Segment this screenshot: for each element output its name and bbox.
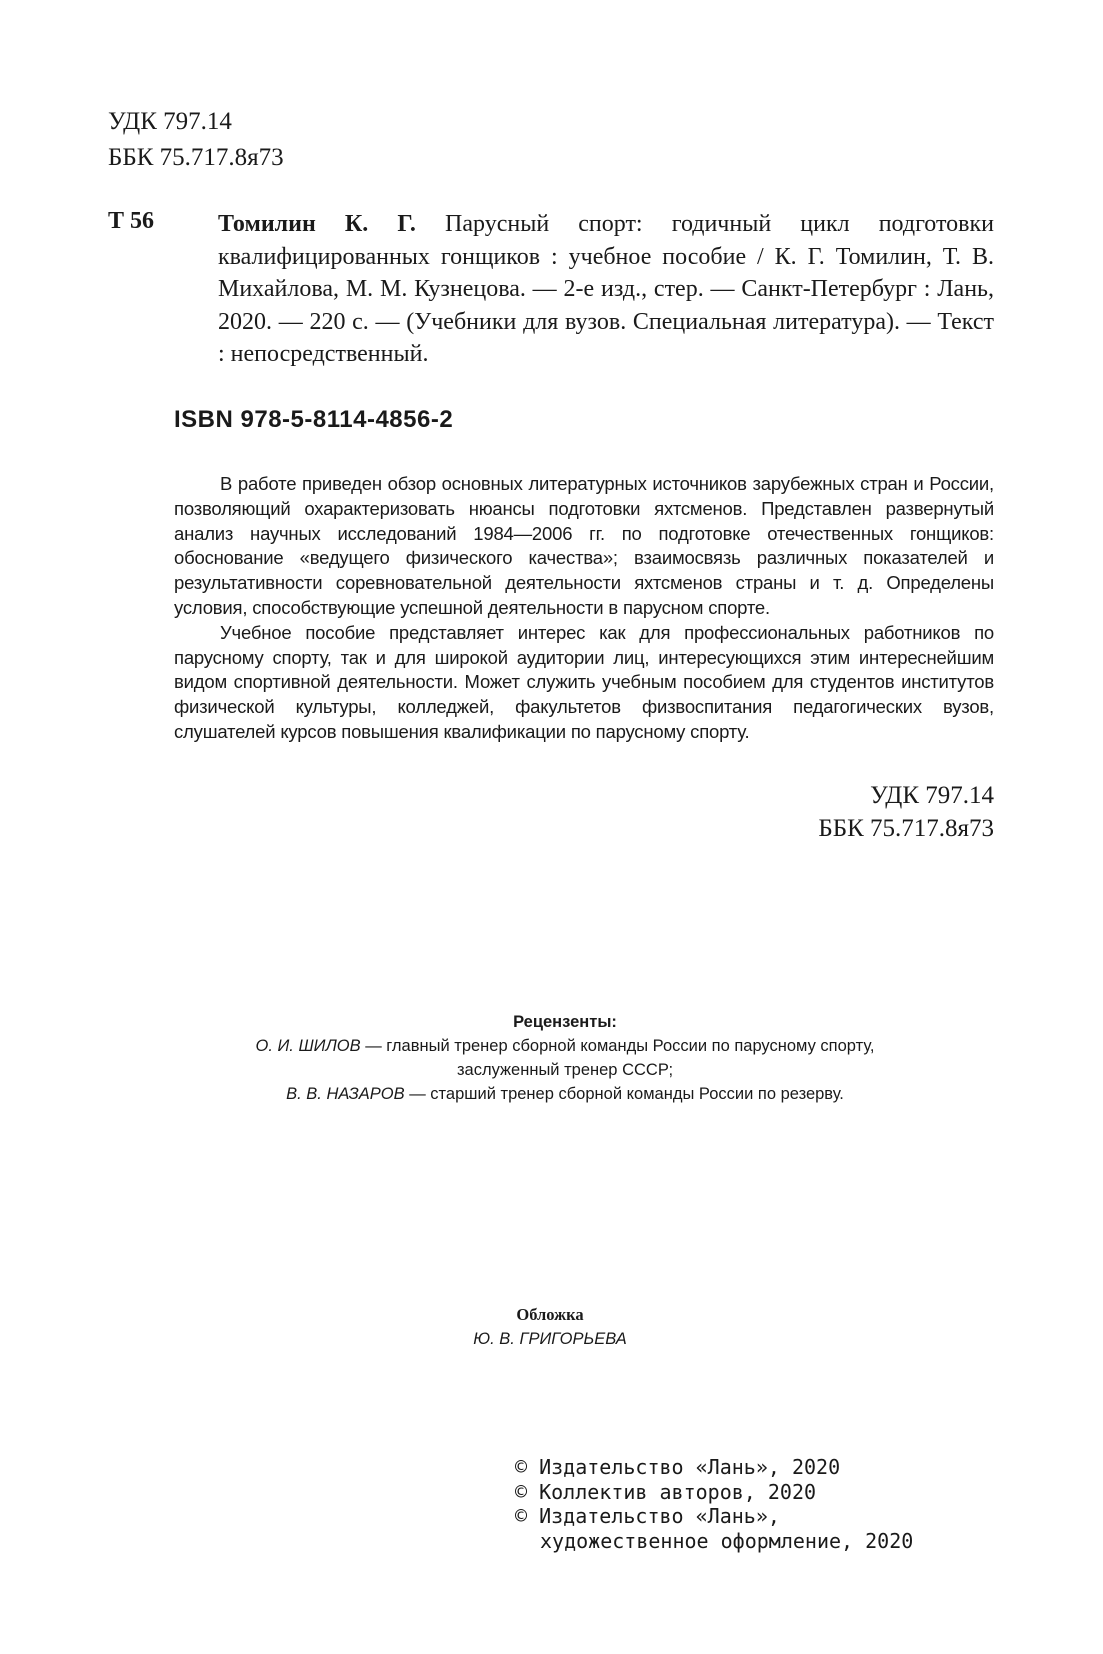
bbk-code: ББК 75.717.8я73 (818, 815, 994, 842)
copyright-line-continuation: художественное оформление, 2020 (540, 1528, 914, 1553)
abstract-paragraph: В работе приведен обзор основных литературных источников зарубежных стран и России, позволяющий охарактеризовать нюансы подготовки яхтсменов. Представлен развернутый анализ научных исследований 1984—2006 гг. по подготовке отечественных гонщиков: обоснование «ведущего физического качества»; взаимосвязь различных показателей и результативности соревновательной деятельности яхтсменов страны и т. д. Определены условия, способствующие успешной деятельности в парусном спорте. (174, 473, 994, 618)
cover-credit (350, 1302, 750, 1352)
isbn: ISBN 978-5-8114-4856-2 (174, 406, 454, 433)
reviewer-role-continuation: заслуженный тренер СССР; (456, 1061, 674, 1079)
cover-designer-name: Ю. В. ГРИГОРЬЕВА (473, 1330, 627, 1348)
reviewers-block (150, 1010, 980, 1106)
udk-code: УДК 797.14 (108, 108, 232, 135)
copyright-line: © Коллектив авторов, 2020 (515, 1479, 817, 1504)
copyright-line: © Издательство «Лань», 2020 (515, 1455, 841, 1479)
abstract (174, 472, 994, 745)
reviewer-line (150, 1034, 980, 1058)
author-sign: Т 56 (108, 208, 155, 234)
reviewer-role: — старший тренер сборной команды России по резерву. (404, 1085, 844, 1103)
copyright-block (515, 1455, 913, 1553)
cover-heading: Обложка (516, 1305, 584, 1324)
author-name: Томилин К. Г. (218, 211, 416, 237)
reviewer-line (150, 1082, 980, 1106)
copyright-line: © Издательство «Лань», (515, 1504, 780, 1528)
abstract-paragraph: Учебное пособие представляет интерес как для профессиональных работников по парусному спорту, так и для широкой аудитории лиц, интересующихся этим интереснейшим видом спортивной деятельности. Может служить учебным пособием для студентов институтов физической культуры, колледжей, факультетов физвоспитания педагогических вузов, слушателей курсов повышения квалификации по парусному спорту. (174, 621, 994, 742)
classification-codes-top (108, 104, 284, 176)
classification-codes-bottom (700, 779, 994, 845)
udk-code: УДК 797.14 (870, 782, 994, 809)
bibliographic-description (218, 208, 994, 371)
reviewer-name: В. В. НАЗАРОВ (286, 1085, 405, 1103)
description-text: Парусный спорт: годичный цикл подготовки квалифицированных гонщиков : учебное пособие / К. Г. Томилин, Т. В. Михайлова, М. М. Кузнецова. — 2-е изд., стер. — Санкт-Петербург : Лань, 2020. — 220 с. — (Учебники для вузов. Специальная литература). — Текст : непосредственный. (218, 211, 995, 367)
reviewer-role: — главный тренер сборной команды России по парусному спорту, (360, 1037, 875, 1055)
bbk-code: ББК 75.717.8я73 (108, 144, 284, 171)
reviewer-name: О. И. ШИЛОВ (255, 1037, 361, 1055)
reviewers-heading: Рецензенты: (513, 1013, 617, 1031)
